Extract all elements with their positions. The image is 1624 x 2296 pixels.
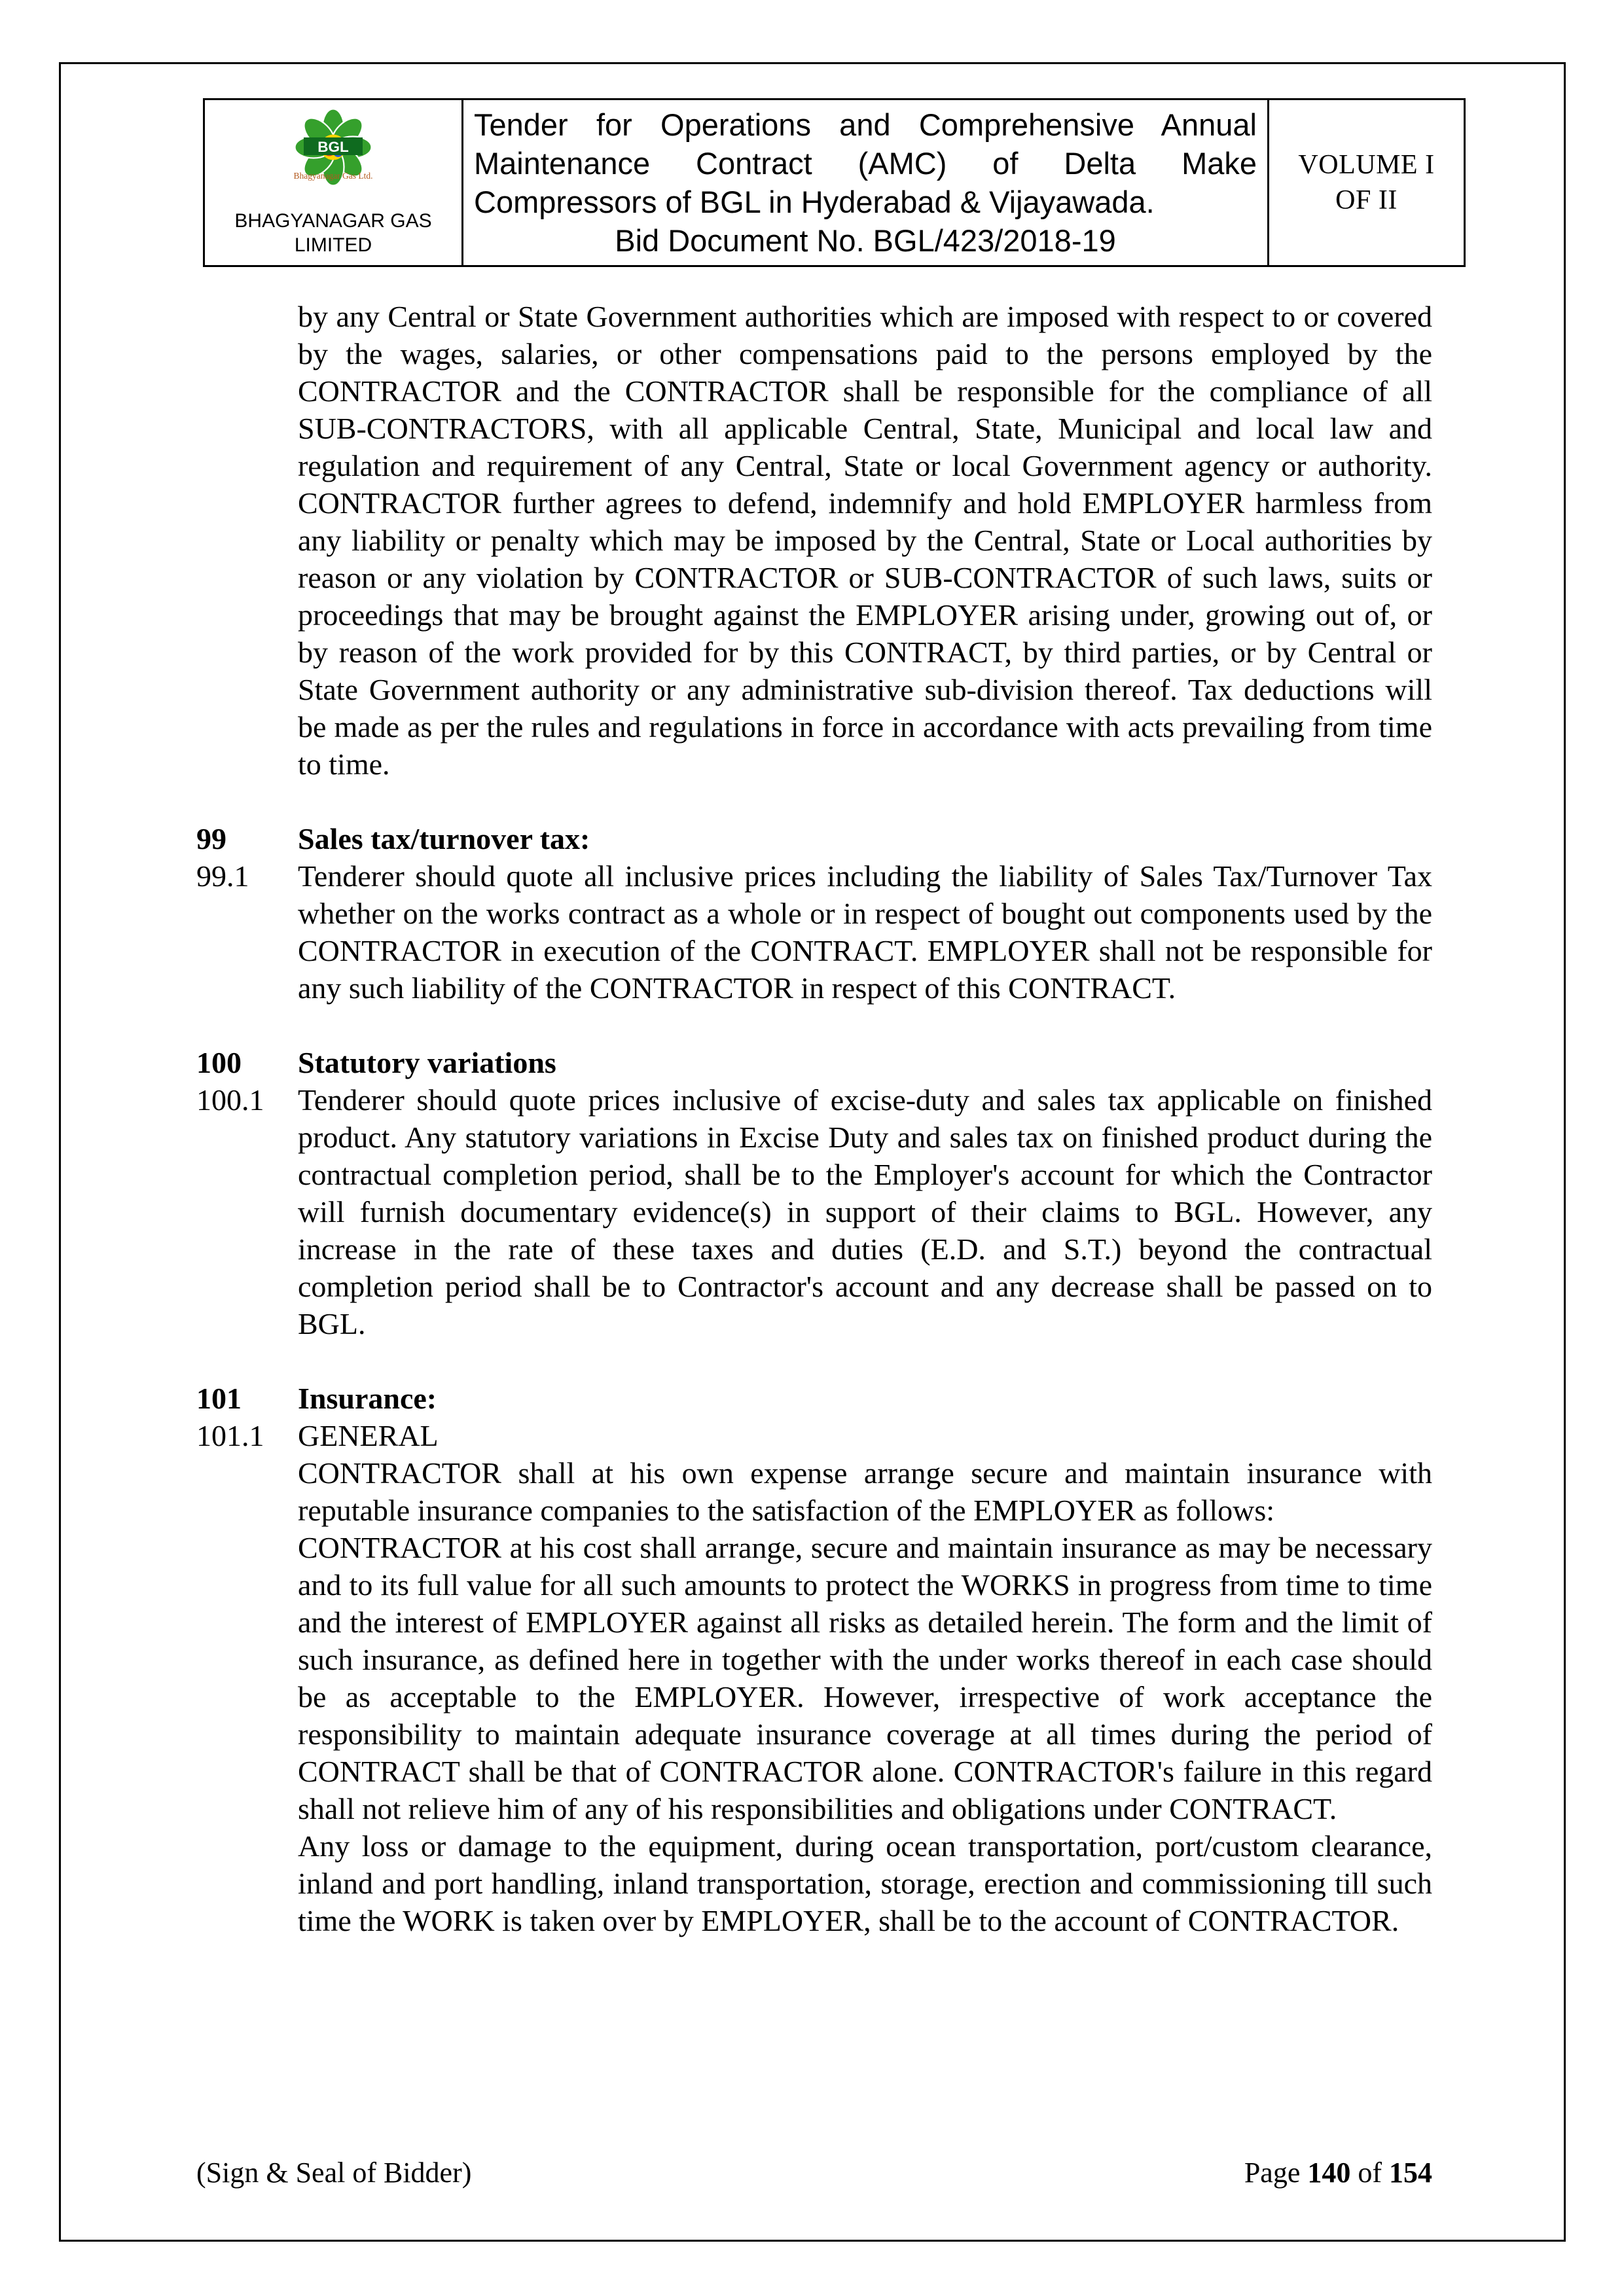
- page-word: Page: [1244, 2157, 1301, 2189]
- spacer: [196, 1342, 1432, 1380]
- page-footer: [196, 2155, 1432, 2191]
- clause-number-empty: [196, 1827, 298, 1939]
- clause-101-paragraph-row: [196, 1529, 1432, 1827]
- volume-cell: [1269, 99, 1465, 266]
- clause-paragraph: Any loss or damage to the equipment, during ocean transportation, port/custom clearance, inland and port handling, inland transportation, storage, erection and commissioning till such time the WORK is taken over by EMPLOYER, shall be to the account of CONTRACTOR.: [298, 1829, 1432, 1937]
- clause-paragraph: CONTRACTOR at his cost shall arrange, secure and maintain insurance as may be necessary and to its full value for all such amounts to protect the WORKS in progress from time to time and the interest of EMPLOYER against all risks as detailed herein. The form and the limit of such insurance, as defined here in together with the under works thereof in each case should be as acceptable to the EMPLOYER. However, irrespective of work acceptance the responsibility to maintain adequate insurance coverage at all times during the period of CONTRACT shall be that of CONTRACTOR alone. CONTRACTOR's failure in this regard shall not relieve him of any of his responsibilities and obligations under CONTRACT.: [298, 1531, 1432, 1825]
- logo-wrap: [215, 108, 451, 257]
- of-word: of: [1358, 2157, 1382, 2189]
- clause-text: Tenderer should quote all inclusive prices including the liability of Sales Tax/Turnover Tax whether on the works contract as a whole or in respect of bought out components used by the CONTRACTOR in execution of the CONTRACT. EMPLOYER shall not be responsible for any such liability of the CONTRACTOR in respect of this CONTRACT.: [298, 859, 1432, 1005]
- sign-seal-label: (Sign & Seal of Bidder): [196, 2157, 472, 2189]
- logo-acronym: BGL: [317, 138, 349, 155]
- page-indicator: [1244, 2155, 1432, 2191]
- header-table: [203, 98, 1466, 267]
- page-number: 140: [1307, 2157, 1351, 2189]
- clause-number: 100.1: [196, 1083, 264, 1117]
- clause-label: GENERAL: [298, 1419, 439, 1452]
- clause-101-paragraph-row: [196, 1454, 1432, 1529]
- clause-99-1-row: [196, 857, 1432, 1007]
- clause-101-1-row: [196, 1417, 1432, 1454]
- clause-number-empty: [196, 1454, 298, 1529]
- logo-company-small: Bhagyanagar Gas Ltd.: [293, 171, 373, 181]
- clause-number: 99.1: [196, 859, 249, 893]
- section-number: 100: [196, 1046, 242, 1079]
- section-number: 101: [196, 1382, 242, 1415]
- section-number: 99: [196, 822, 226, 855]
- section-heading: Sales tax/turnover tax:: [298, 822, 590, 855]
- bid-document-number: Bid Document No. BGL/423/2018-19: [615, 223, 1116, 258]
- volume-line-1: VOLUME I: [1298, 150, 1435, 180]
- clause-number: 101.1: [196, 1419, 264, 1452]
- section-101-heading-row: [196, 1380, 1432, 1417]
- clause-number-empty: [196, 298, 298, 783]
- section-heading: Insurance:: [298, 1382, 437, 1415]
- bgl-logo-icon: [274, 108, 392, 206]
- section-100-heading-row: [196, 1044, 1432, 1081]
- tender-title: Tender for Operations and Comprehensive Annual Maintenance Contract (AMC) of Delta Make Compressors of BGL in Hyderabad & Vijayawada.: [474, 107, 1257, 219]
- title-cell: [463, 99, 1269, 266]
- spacer: [196, 1007, 1432, 1044]
- clause-number-empty: [196, 1529, 298, 1827]
- logo-cell: [204, 99, 463, 266]
- intro-paragraph: by any Central or State Government authorities which are imposed with respect to or covered by the wages, salaries, or other compensations paid to the persons employed by the CONTRACTOR and the CONTRACTOR shall be responsible for the compliance of all SUB-CONTRACTORS, with all applicable Central, State, Municipal and local law and regulation and requirement of any Central, State or local Government agency or authority. CONTRACTOR further agrees to defend, indemnify and hold EMPLOYER harmless from any liability or penalty which may be imposed by the Central, State or Local authorities by reason or any violation by CONTRACTOR or SUB-CONTRACTOR of such laws, suits or proceedings that may be brought against the EMPLOYER arising under, growing out of, or by reason of the work provided for by this CONTRACT, by third parties, or by Central or State Government authority or any administrative sub-division thereof. Tax deductions will be made as per the rules and regulations in force in accordance with acts prevailing from time to time.: [298, 300, 1432, 781]
- company-name: BHAGYANAGAR GAS LIMITED: [234, 210, 432, 256]
- spacer: [196, 783, 1432, 820]
- volume-line-2: OF II: [1335, 185, 1398, 215]
- document-body: [196, 298, 1432, 1939]
- clause-text: Tenderer should quote prices inclusive of excise-duty and sales tax applicable on finished product. Any statutory variations in Excise Duty and sales tax on finished product during the contractual completion period, shall be to the Employer's account for which the Contractor will furnish documentary evidence(s) in support of their claims to BGL. However, any increase in the rate of these taxes and duties (E.D. and S.T.) beyond the contractual completion period shall be to Contractor's account and any decrease shall be passed on to BGL.: [298, 1083, 1432, 1340]
- section-99-heading-row: [196, 820, 1432, 857]
- clause-101-paragraph-row: [196, 1827, 1432, 1939]
- clause-paragraph: CONTRACTOR shall at his own expense arrange secure and maintain insurance with reputable insurance companies to the satisfaction of the EMPLOYER as follows:: [298, 1456, 1432, 1527]
- intro-paragraph-row: [196, 298, 1432, 783]
- section-heading: Statutory variations: [298, 1046, 556, 1079]
- total-pages: 154: [1389, 2157, 1432, 2189]
- clause-100-1-row: [196, 1081, 1432, 1342]
